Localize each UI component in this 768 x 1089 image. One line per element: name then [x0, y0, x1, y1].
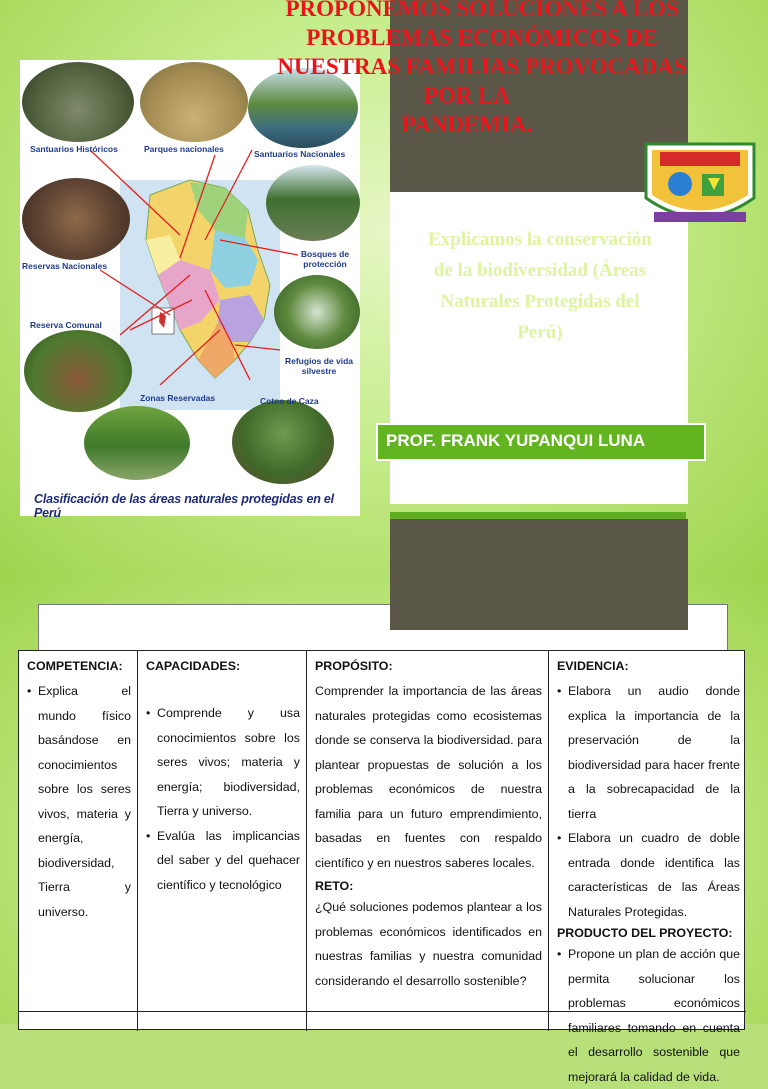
subtitle: Explicamos la conservación de la biodiversidad (Áreas Naturales Protegidas del Perú) — [428, 229, 652, 343]
column-competencia — [19, 651, 138, 1031]
photo-forest-valley — [266, 165, 360, 241]
label-cotos-de-caza: Cotos de Caza — [260, 396, 319, 406]
label-santuarios-nacionales: Santuarios Nacionales — [254, 149, 346, 159]
label-parques-nacionales: Parques nacionales — [144, 144, 224, 154]
producto-item: • Propone un plan de acción que permita solucionar los problemas económicos familiares tomando en cuenta el desarrollo sostenible que mejorará la calidad de vida. — [557, 942, 740, 1089]
title-line-2: PROBLEMAS ECONÓMICOS DE — [306, 25, 658, 50]
evidencia-item-2: • Elabora un cuadro de doble entrada donde identifica las características de las Áreas Naturales Protegidas. — [557, 826, 740, 924]
label-bosques-de-proteccion: Bosques de protección — [300, 249, 350, 269]
column-evidencia — [549, 651, 746, 1084]
proposito-text: Comprender la importancia de las áreas naturales protegidas como ecosistemas donde se conserva la biodiversidad. para plantear propuestas de solución a los problemas económicos de nuestra familia para un futuro emprendimiento, basadas en fuentes con respaldo científico y en nuestros saberes locales. — [315, 684, 542, 870]
title-line-4: POR LA — [423, 83, 511, 108]
school-badge-emblem — [640, 140, 760, 232]
competencia-item: • Explica el mundo físico basándose en conocimientos sobre los seres vivos, materia y energía, biodiversidad, Tierra y universo. — [27, 679, 131, 924]
photo-wetland — [84, 406, 190, 480]
photo-waterfall — [274, 275, 360, 349]
photo-community — [24, 330, 132, 412]
dark-column-lower — [390, 576, 688, 630]
dark-column-bottom — [390, 519, 688, 576]
title-line-1: PROPONEMOS SOLUCIONES A LOS — [285, 0, 679, 21]
table-row-divider — [19, 1011, 746, 1012]
header-capacidades: CAPACIDADES: — [146, 659, 241, 673]
main-title — [232, 0, 732, 150]
reto-text: ¿Qué soluciones podemos plantear a los problemas económicos identificados en nuestras familias y nuestra comunidad considerando el desarrollo sostenible? — [315, 900, 542, 988]
label-zonas-reservadas: Zonas Reservadas — [140, 393, 216, 403]
accent-bar — [390, 512, 686, 519]
map-caption: Clasificación de las áreas naturales protegidas en el Perú — [34, 492, 334, 520]
title-line-3: NUESTRAS FAMILIAS PROVOCADAS — [277, 54, 687, 79]
header-evidencia: EVIDENCIA: — [557, 659, 629, 673]
header-proposito: PROPÓSITO: — [315, 659, 393, 673]
title-line-5: PANDEMIA. — [401, 112, 533, 137]
photo-machu-picchu — [22, 62, 134, 142]
label-santuarios-historicos: Santuarios Históricos — [30, 144, 118, 154]
evidencia-item-1: • Elabora un audio donde explica la importancia de la preservación de la biodiversidad para hacer frente a la sobrecapacidad de la tierra — [557, 679, 740, 826]
capacidades-item-2: • Evalúa las implicancias del saber y del quehacer científico y tecnológico — [146, 824, 300, 898]
header-producto: PRODUCTO DEL PROYECTO: — [557, 926, 733, 940]
author-banner: PROF. FRANK YUPANQUI LUNA — [376, 423, 706, 461]
capacidades-item-1: • Comprende y usa conocimientos sobre los seres vivos; materia y energía; biodiversidad, Tierra y universo. — [146, 701, 300, 824]
photo-sea-lions — [22, 178, 130, 260]
column-proposito — [307, 651, 549, 1031]
curriculum-table — [18, 650, 745, 1084]
label-reservas-nacionales: Reservas Nacionales — [22, 261, 108, 271]
column-capacidades — [138, 651, 307, 1031]
label-reserva-comunal: Reserva Comunal — [30, 320, 102, 330]
photo-large-tree — [232, 400, 334, 484]
header-competencia: COMPETENCIA: — [27, 659, 123, 673]
label-refugios-de-vida-silvestre: Refugios de vida silvestre — [284, 356, 353, 376]
header-reto: RETO: — [315, 879, 354, 893]
